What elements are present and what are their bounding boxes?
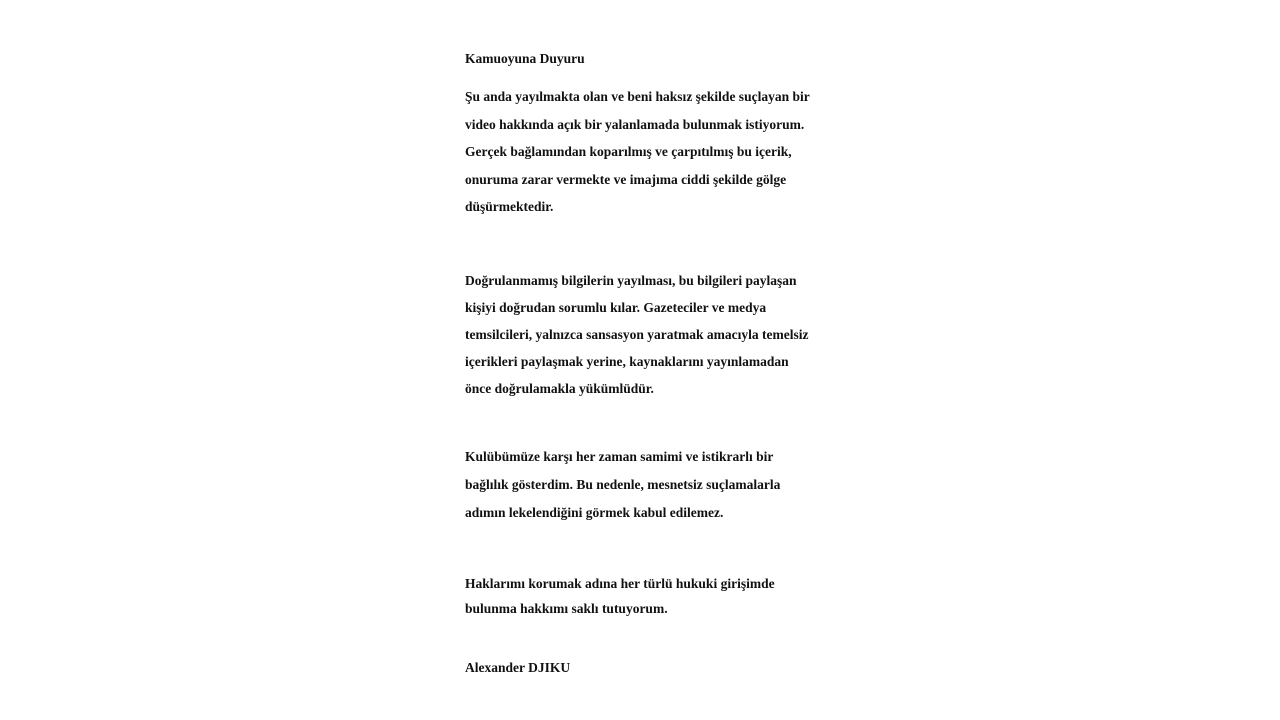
paragraph-line: temsilcileri, yalnızca sansasyon yaratmak amacıyla temelsiz [465,326,809,342]
paragraph-line: bulunma hakkımı saklı tutuyorum. [465,600,668,616]
signature: Alexander DJIKU [465,659,571,675]
paragraph-line: onuruma zarar vermekte ve imajıma ciddi şekilde gölge [465,171,787,187]
paragraph-line: video hakkında açık bir yalanlamada bulunmak istiyorum. [465,116,805,132]
paragraph-2 [465,267,845,403]
statement-document [465,50,845,676]
paragraph-line: Haklarımı korumak adına her türlü hukuki girişimde [465,575,775,591]
document-title: Kamuoyuna Duyuru [465,51,585,66]
paragraph-3 [465,443,845,527]
paragraph-4 [465,571,845,621]
paragraph-line: içerikleri paylaşmak yerine, kaynaklarını yayınlamadan [465,354,789,370]
paragraph-1 [465,83,845,221]
paragraph-line: kişiyi doğrudan sorumlu kılar. Gazeteciler ve medya [465,299,767,315]
paragraph-line: Kulübümüze karşı her zaman samimi ve istikrarlı bir [465,448,774,464]
paragraph-line: adımın lekelendiğini görmek kabul edilemez. [465,504,724,520]
paragraph-line: düşürmektedir. [465,199,554,214]
paragraph-line: Gerçek bağlamından koparılmış ve çarpıtılmış bu içerik, [465,144,792,159]
paragraph-line: bağlılık gösterdim. Bu nedenle, mesnetsiz suçlamalarla [465,476,781,492]
paragraph-line: önce doğrulamakla yükümlüdür. [465,381,654,397]
paragraph-line: Doğrulanmamış bilgilerin yayılması, bu bilgileri paylaşan [465,272,797,288]
paragraph-line: Şu anda yayılmakta olan ve beni haksız şekilde suçlayan bir [465,89,810,104]
